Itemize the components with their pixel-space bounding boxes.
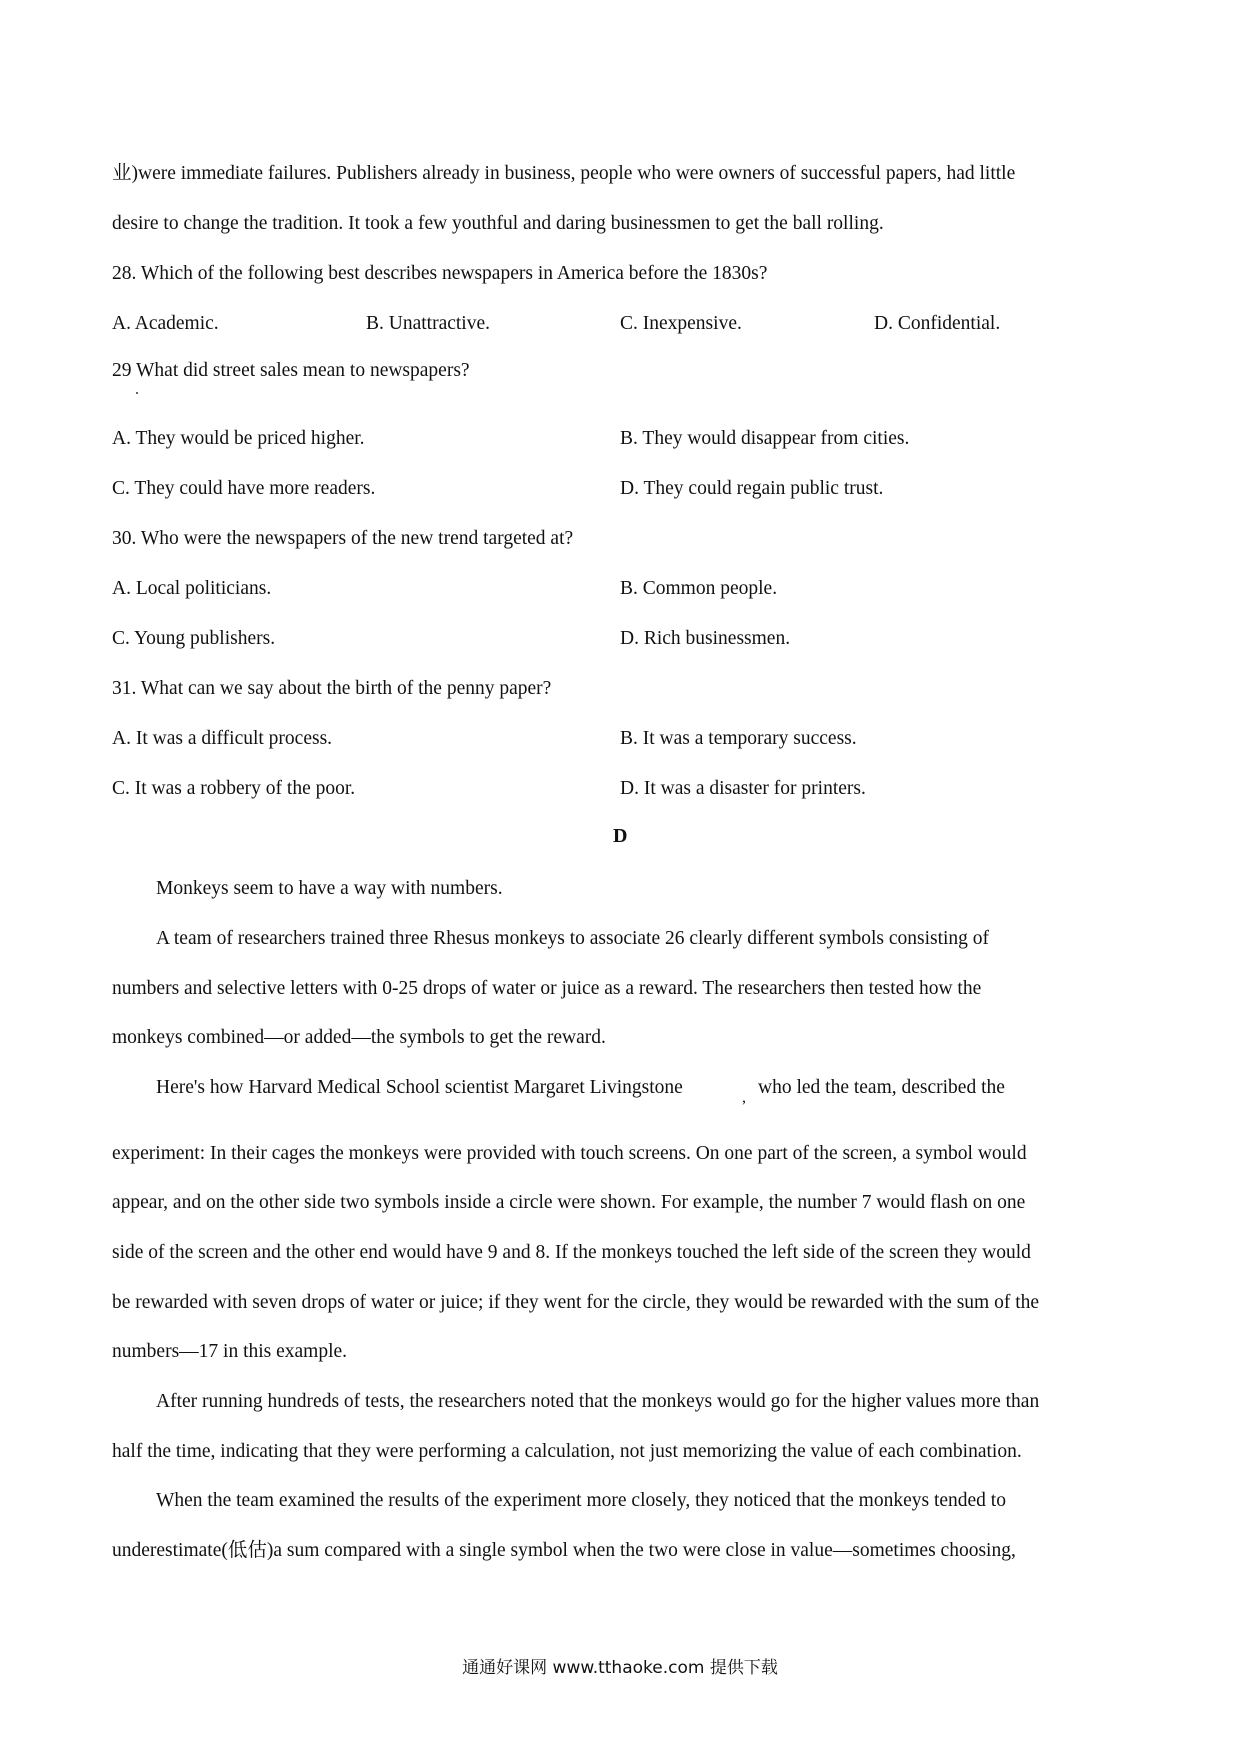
question-29-option-d: D. They could regain public trust. bbox=[620, 478, 884, 499]
passage-d-para-2-line-3: monkeys combined—or added—the symbols to get the reward. bbox=[112, 1027, 606, 1048]
question-30-option-a: A. Local politicians. bbox=[112, 578, 272, 599]
passage-d-para-3-line-4: side of the screen and the other end would have 9 and 8. If the monkeys touched the left side of the screen they would bbox=[112, 1242, 1031, 1263]
page-footer-watermark: 通通好课网 www.tthaoke.com 提供下载 bbox=[462, 1658, 778, 1678]
passage-d-para-3-line-5: be rewarded with seven drops of water or juice; if they went for the circle, they would be rewarded with the sum of the bbox=[112, 1292, 1040, 1313]
passage-d-para-3-comma: , bbox=[742, 1089, 746, 1106]
question-28-option-d: D. Confidential. bbox=[874, 313, 1001, 334]
passage-d-para-2-line-2: numbers and selective letters with 0-25 drops of water or juice as a reward. The researchers then tested how the bbox=[112, 978, 982, 999]
question-28-stem: 28. Which of the following best describes newspapers in America before the 1830s? bbox=[112, 263, 768, 284]
question-30-option-b: B. Common people. bbox=[620, 578, 778, 599]
passage-d-para-4-line-2: half the time, indicating that they were performing a calculation, not just memorizing the value of each combination. bbox=[112, 1441, 1022, 1462]
question-29-option-a: A. They would be priced higher. bbox=[112, 428, 365, 449]
question-29-option-c: C. They could have more readers. bbox=[112, 478, 376, 499]
question-31-stem: 31. What can we say about the birth of the penny paper? bbox=[112, 678, 552, 699]
section-d-heading: D bbox=[613, 825, 628, 847]
question-29-stem: 29 What did street sales mean to newspapers? bbox=[112, 360, 470, 381]
passage-d-para-3-line-2: experiment: In their cages the monkeys were provided with touch screens. On one part of the screen, a symbol would bbox=[112, 1143, 1027, 1164]
passage-d-para-5-line-2: underestimate(低估)a sum compared with a single symbol when the two were close in value—sometimes choosing, bbox=[112, 1540, 1016, 1561]
question-29-option-b: B. They would disappear from cities. bbox=[620, 428, 910, 449]
question-28-option-c: C. Inexpensive. bbox=[620, 313, 742, 334]
question-31-option-b: B. It was a temporary success. bbox=[620, 728, 857, 749]
passage-d-para-3-line-6: numbers—17 in this example. bbox=[112, 1341, 348, 1362]
question-31-option-c: C. It was a robbery of the poor. bbox=[112, 778, 356, 799]
passage-d-para-3-line-3: appear, and on the other side two symbols inside a circle were shown. For example, the number 7 would flash on one bbox=[112, 1192, 1026, 1213]
passage-d-para-2-line-1: A team of researchers trained three Rhesus monkeys to associate 26 clearly different symbols consisting of bbox=[156, 928, 990, 949]
passage-d-para-4-line-1: After running hundreds of tests, the researchers noted that the monkeys would go for the higher values more than bbox=[156, 1391, 1040, 1412]
passage-c-line-2: desire to change the tradition. It took a few youthful and daring businessmen to get the ball rolling. bbox=[112, 213, 884, 234]
scan-speck bbox=[136, 392, 138, 394]
passage-d-para-3-line-1b: who led the team, described the bbox=[758, 1077, 1005, 1098]
question-28-option-a: A. Academic. bbox=[112, 313, 219, 334]
question-30-option-d: D. Rich businessmen. bbox=[620, 628, 791, 649]
passage-d-para-5-line-1: When the team examined the results of the experiment more closely, they noticed that the monkeys tended to bbox=[156, 1490, 1006, 1511]
question-30-option-c: C. Young publishers. bbox=[112, 628, 276, 649]
question-31-option-a: A. It was a difficult process. bbox=[112, 728, 333, 749]
question-31-option-d: D. It was a disaster for printers. bbox=[620, 778, 866, 799]
passage-d-para-1: Monkeys seem to have a way with numbers. bbox=[156, 878, 503, 899]
passage-c-line-1: 业)were immediate failures. Publishers already in business, people who were owners of successful papers, had little bbox=[112, 163, 1016, 184]
question-30-stem: 30. Who were the newspapers of the new trend targeted at? bbox=[112, 528, 574, 549]
passage-d-para-3-line-1a: Here's how Harvard Medical School scientist Margaret Livingstone bbox=[156, 1077, 683, 1098]
question-28-option-b: B. Unattractive. bbox=[366, 313, 490, 334]
